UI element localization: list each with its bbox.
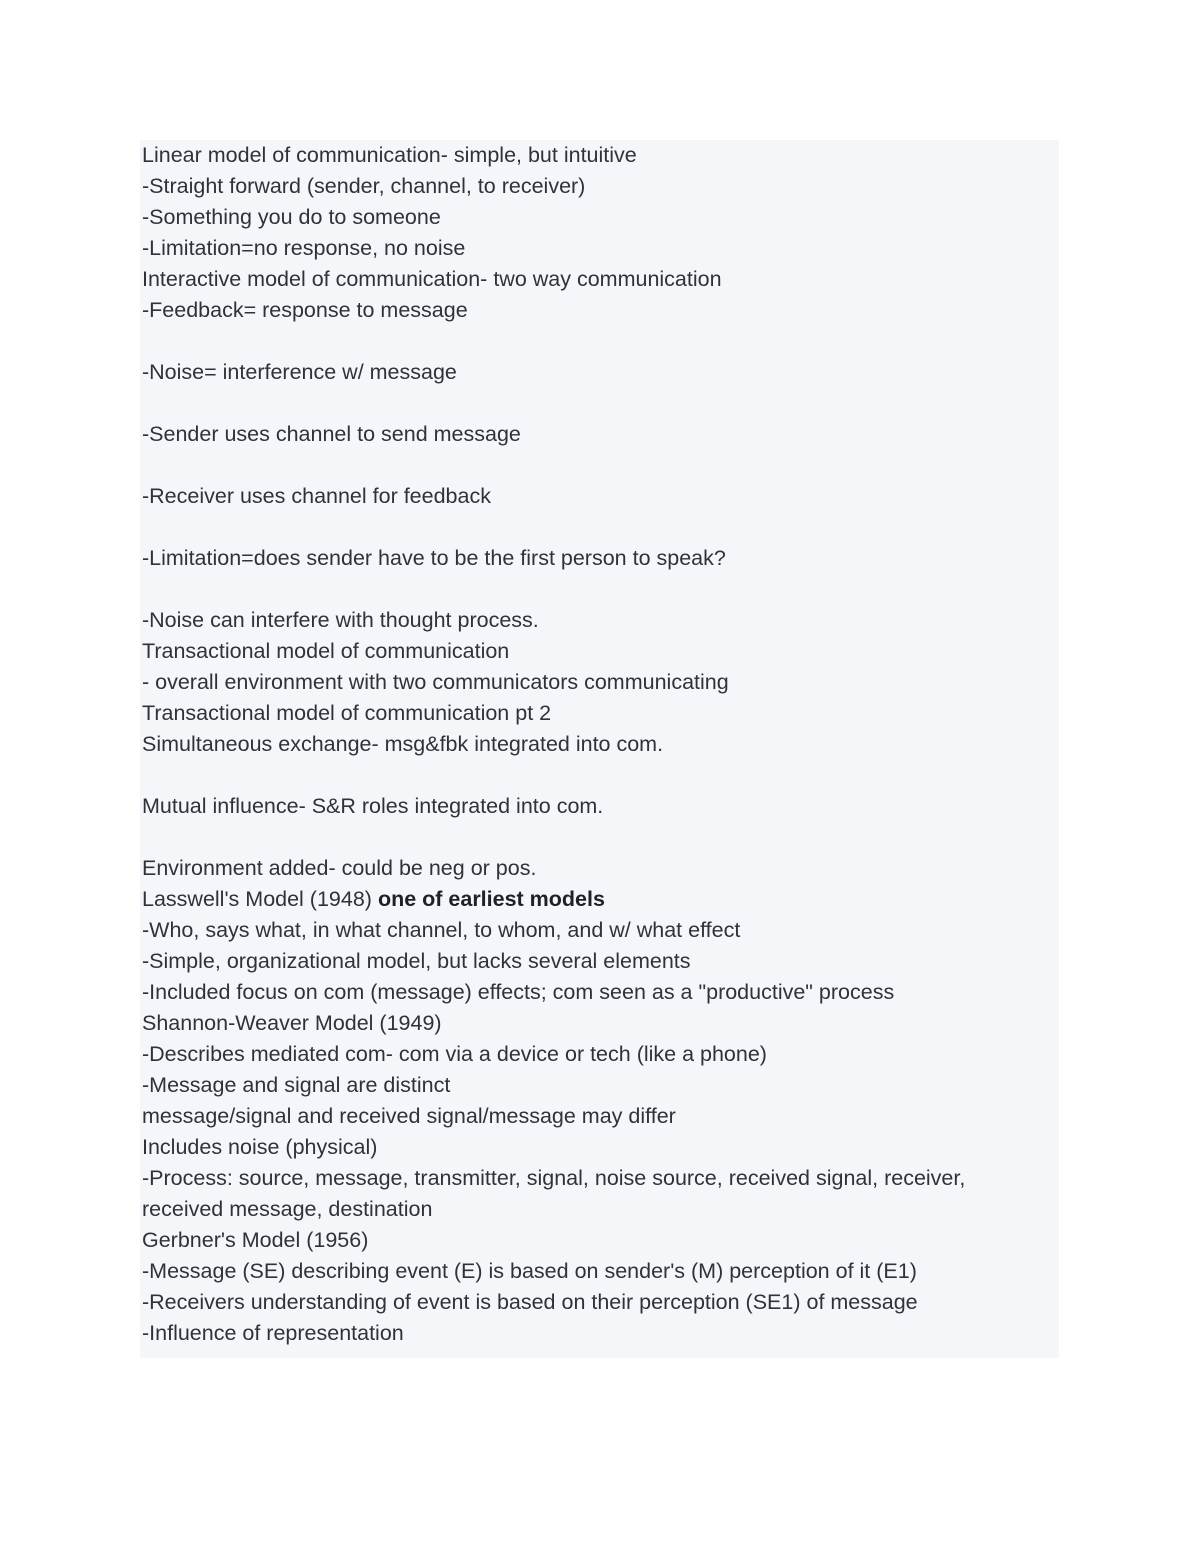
lasswell-emphasis: one of earliest models xyxy=(377,887,605,911)
note-line: -Noise can interfere with thought process. xyxy=(142,608,539,632)
note-line: -Noise= interference w/ message xyxy=(142,360,457,384)
note-line: Includes noise (physical) xyxy=(142,1135,378,1159)
note-line: received message, destination xyxy=(142,1197,433,1221)
note-line: -Message (SE) describing event (E) is based on sender's (M) perception of it (E1) xyxy=(142,1259,917,1283)
note-line: -Included focus on com (message) effects; com seen as a "productive" process xyxy=(142,980,895,1004)
note-line: -Describes mediated com- com via a device or tech (like a phone) xyxy=(142,1042,767,1066)
note-line: -Limitation=does sender have to be the first person to speak? xyxy=(142,546,726,570)
note-line-shannon-weaver-model: Shannon-Weaver Model (1949) xyxy=(142,1011,442,1035)
note-line: -Simple, organizational model, but lacks several elements xyxy=(142,949,691,973)
note-line-transactional-model-pt2: Transactional model of communication pt 2 xyxy=(142,701,552,725)
note-line: -Who, says what, in what channel, to whom, and w/ what effect xyxy=(142,918,741,942)
note-line-gerbner-model: Gerbner's Model (1956) xyxy=(142,1228,369,1252)
note-line: -Receivers understanding of event is based on their perception (SE1) of message xyxy=(142,1290,918,1314)
note-line: -Process: source, message, transmitter, signal, noise source, received signal, receiver, xyxy=(142,1166,966,1190)
note-line: -Straight forward (sender, channel, to receiver) xyxy=(142,174,586,198)
notes-block xyxy=(140,140,1059,1358)
note-line: -Feedback= response to message xyxy=(142,298,468,322)
note-line: Environment added- could be neg or pos. xyxy=(142,856,537,880)
note-line: Simultaneous exchange- msg&fbk integrated into com. xyxy=(142,732,664,756)
note-line-lasswell-model xyxy=(142,884,605,915)
note-line-linear-model: Linear model of communication- simple, but intuitive xyxy=(142,143,637,167)
note-line: -Limitation=no response, no noise xyxy=(142,236,466,260)
note-line: Mutual influence- S&R roles integrated into com. xyxy=(142,794,604,818)
note-line: -Message and signal are distinct xyxy=(142,1073,451,1097)
note-line-interactive-model: Interactive model of communication- two way communication xyxy=(142,267,722,291)
note-line: message/signal and received signal/message may differ xyxy=(142,1104,676,1128)
note-line: - overall environment with two communicators communicating xyxy=(142,670,729,694)
note-line-transactional-model: Transactional model of communication xyxy=(142,639,510,663)
note-line: -Receiver uses channel for feedback xyxy=(142,484,491,508)
note-line: -Sender uses channel to send message xyxy=(142,422,521,446)
lasswell-heading: Lasswell's Model (1948) xyxy=(142,887,378,911)
note-line: -Influence of representation xyxy=(142,1321,404,1345)
note-line: -Something you do to someone xyxy=(142,205,441,229)
